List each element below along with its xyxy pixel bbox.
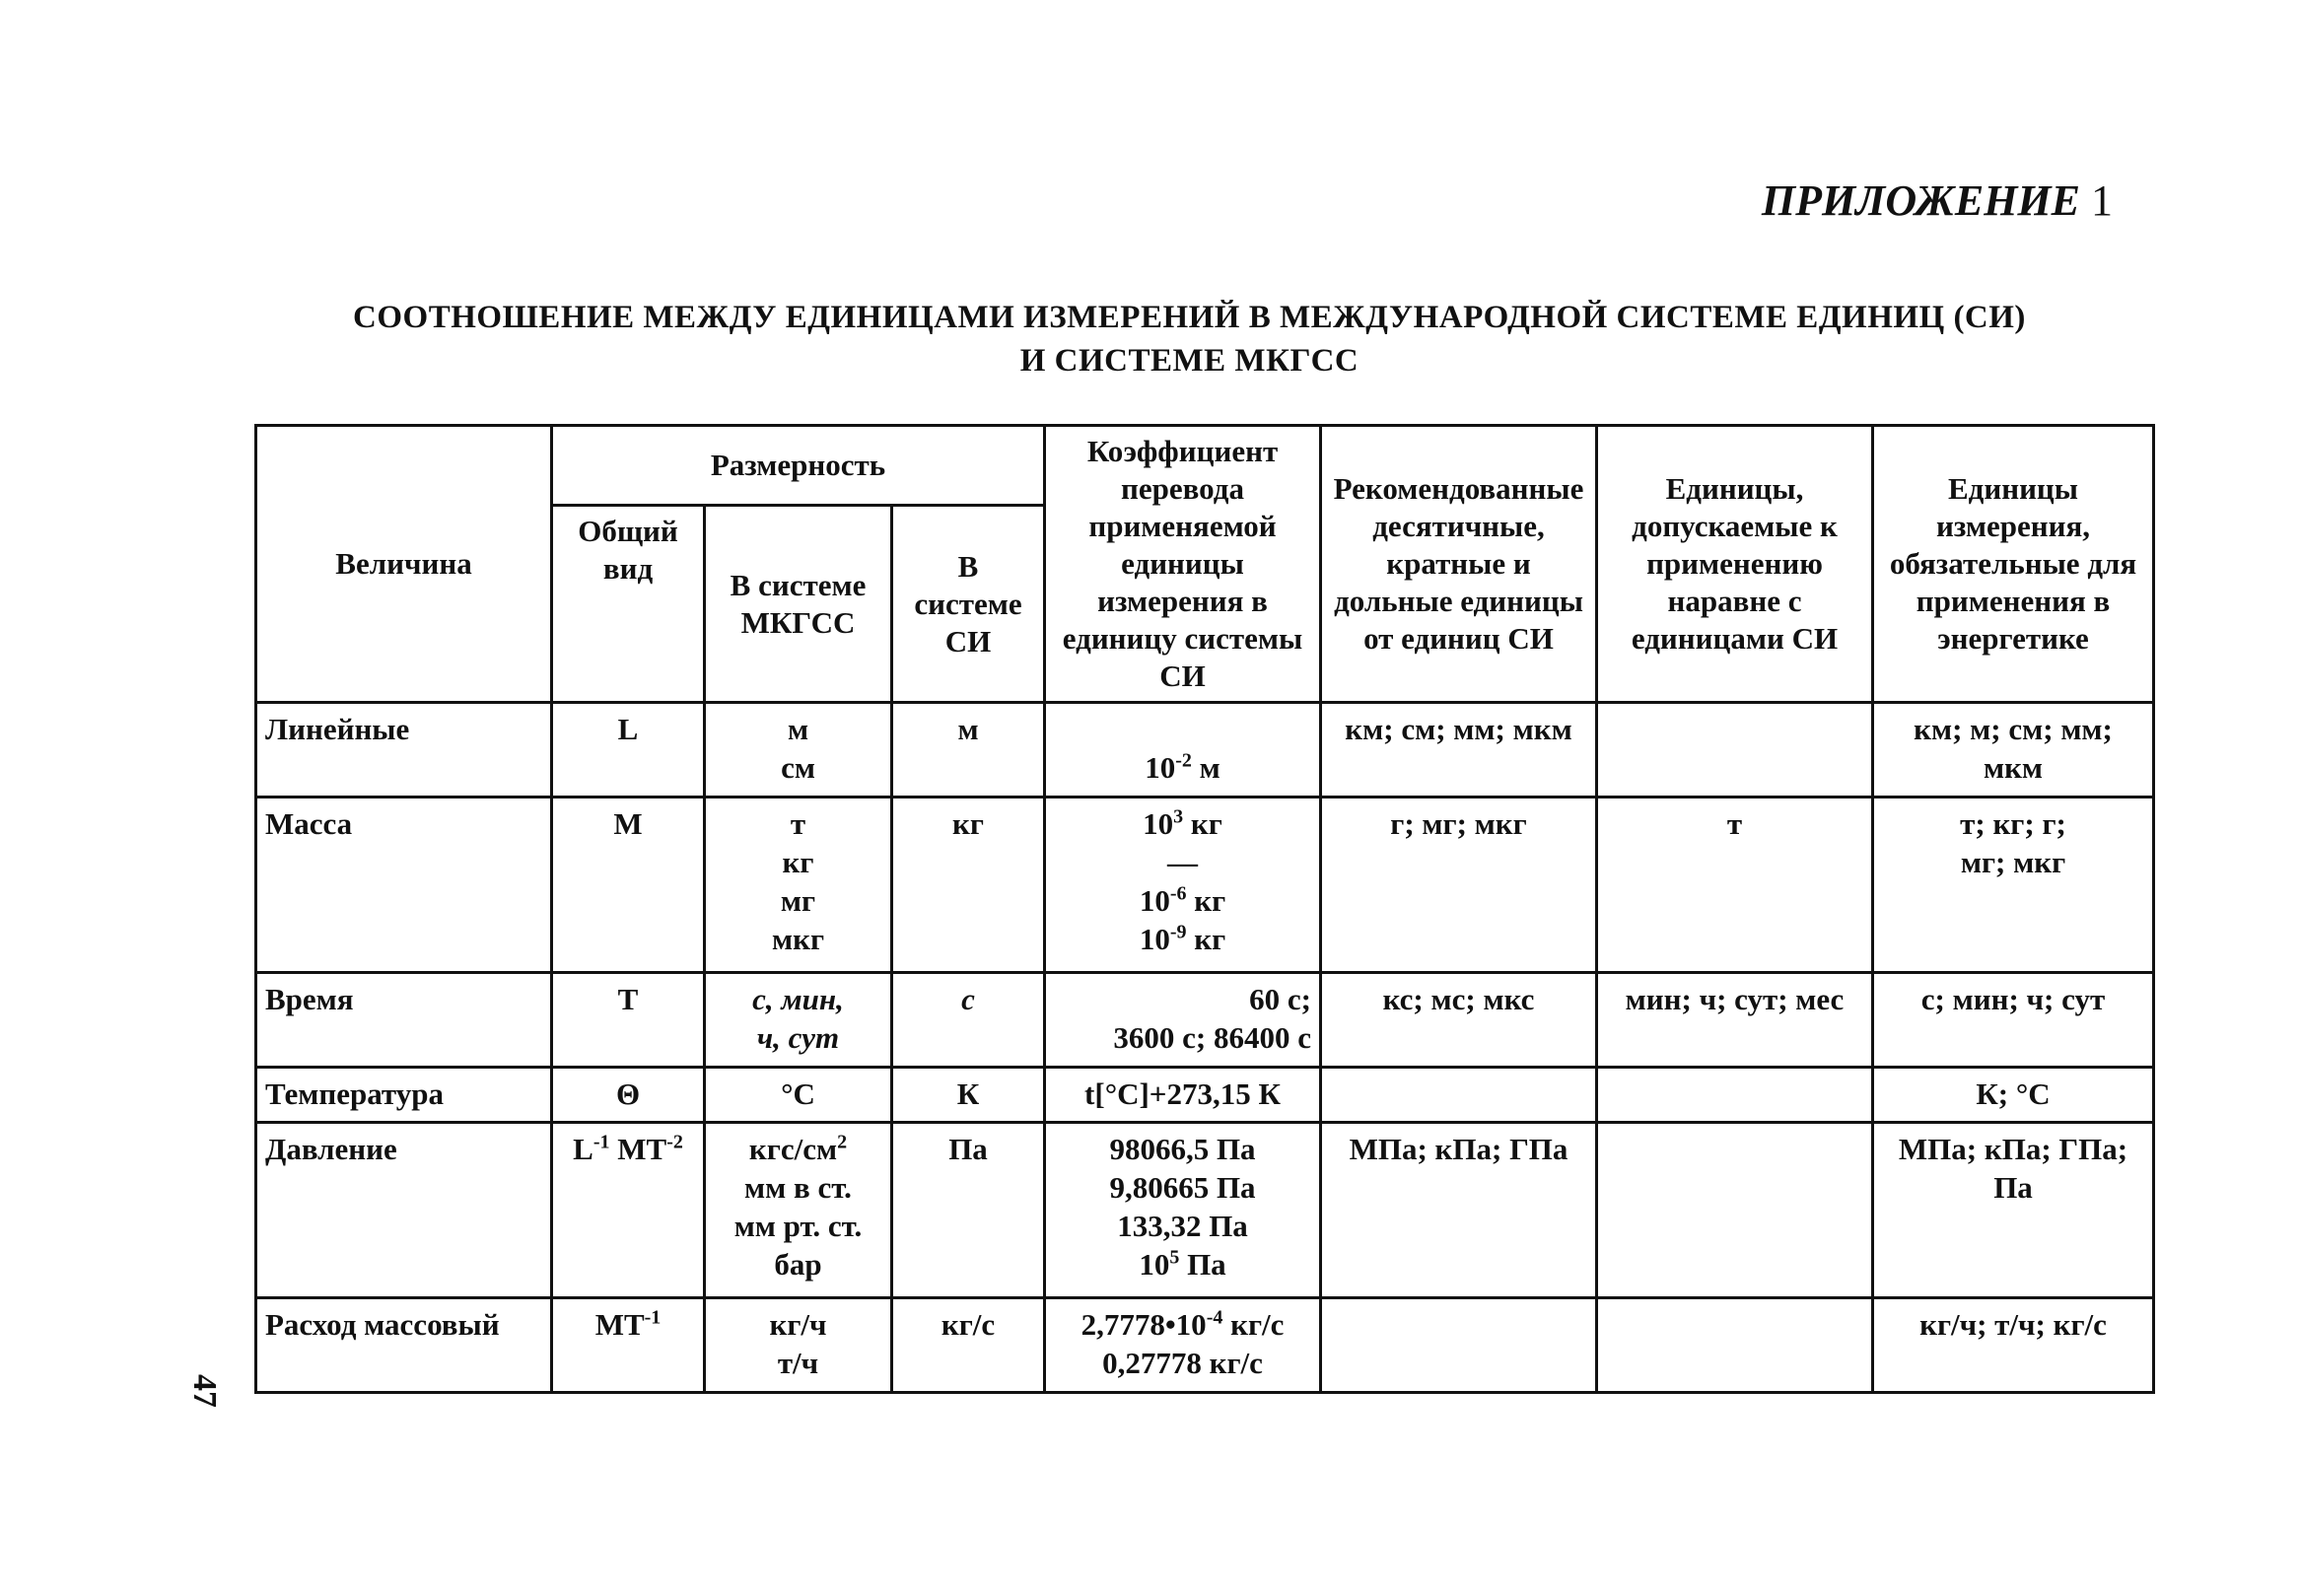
- coef-exp: -4: [1206, 1306, 1223, 1329]
- mkgss-unit: кгс/см: [748, 1132, 838, 1166]
- coef-dash: —: [1167, 845, 1198, 879]
- coef-exp: 5: [1169, 1246, 1180, 1269]
- general-b-exp: -2: [666, 1131, 683, 1153]
- header-mandatory: Единицы измерения, обязательные для применения в энергетике: [1873, 426, 2154, 703]
- cell-mandatory: К; °С: [1873, 1068, 2154, 1123]
- header-coefficient: Коэффициент перевода применяемой единицы измерения в единицу системы СИ: [1045, 426, 1321, 703]
- header-dimension: Размерность: [552, 426, 1045, 506]
- coef-base: 10: [1145, 750, 1176, 785]
- table-row: [256, 1123, 2154, 1298]
- cell-mkgss: [705, 1123, 892, 1298]
- cell-allowed: [1597, 1298, 1873, 1393]
- coef-lines: 98066,5 Па 9,80665 Па 133,32 Па: [1109, 1132, 1256, 1243]
- header-in-si: В системе СИ: [892, 506, 1045, 703]
- cell-quantity: Температура: [256, 1068, 552, 1123]
- cell-recommended: г; мг; мкг: [1321, 798, 1597, 973]
- mkgss-rest: мм в ст. мм рт. ст. бар: [733, 1170, 863, 1282]
- coef-unit: кг: [1186, 883, 1226, 918]
- cell-allowed: мин; ч; сут; мес: [1597, 973, 1873, 1068]
- cell-mkgss: м см: [705, 703, 892, 798]
- cell-coefficient: t[°С]+273,15 К: [1045, 1068, 1321, 1123]
- cell-mandatory: т; кг; г; мг; мкг: [1873, 798, 2154, 973]
- coef-base: 2,7778•10: [1080, 1307, 1207, 1342]
- header-general-form: Общий вид: [552, 506, 705, 703]
- general-a-exp: -1: [592, 1131, 610, 1153]
- cell-mandatory: МПа; кПа; ГПа; Па: [1873, 1123, 2154, 1298]
- cell-mandatory: км; м; см; мм; мкм: [1873, 703, 2154, 798]
- cell-general: [552, 1298, 705, 1393]
- table-row: [256, 973, 2154, 1068]
- cell-recommended: МПа; кПа; ГПа: [1321, 1123, 1597, 1298]
- page-number: 47: [186, 1374, 223, 1408]
- cell-recommended: кс; мс; мкс: [1321, 973, 1597, 1068]
- general-b: МТ: [609, 1132, 667, 1166]
- cell-recommended: [1321, 1068, 1597, 1123]
- table-row: [256, 798, 2154, 973]
- appendix-label: ПРИЛОЖЕНИЕ: [1761, 176, 2080, 225]
- cell-general: Т: [552, 973, 705, 1068]
- coef-unit: кг: [1186, 922, 1226, 956]
- cell-mandatory: с; мин; ч; сут: [1873, 973, 2154, 1068]
- coef-exp: 3: [1173, 805, 1184, 828]
- appendix-number: 1: [2091, 176, 2113, 225]
- cell-si: кг/с: [892, 1298, 1045, 1393]
- table-row: [256, 703, 2154, 798]
- title-line-2: И СИСТЕМЕ МКГСС: [1019, 343, 1359, 379]
- general-a: МТ: [594, 1307, 645, 1342]
- cell-si: м: [892, 703, 1045, 798]
- cell-quantity: Масса: [256, 798, 552, 973]
- cell-si: Па: [892, 1123, 1045, 1298]
- table-row: [256, 1068, 2154, 1123]
- cell-coefficient: [1045, 1298, 1321, 1393]
- general-a: L: [573, 1132, 593, 1166]
- cell-si: с: [892, 973, 1045, 1068]
- coef-base: 10: [1139, 922, 1170, 956]
- coef-exp: -6: [1169, 882, 1187, 905]
- coef-unit: кг/с: [1222, 1307, 1285, 1342]
- title-line-1: СООТНОШЕНИЕ МЕЖДУ ЕДИНИЦАМИ ИЗМЕРЕНИЙ В МЕЖДУНАРОДНОЙ СИСТЕМЕ ЕДИНИЦ (СИ): [353, 300, 2026, 335]
- general-a-exp: -1: [644, 1306, 662, 1329]
- cell-mkgss: °С: [705, 1068, 892, 1123]
- cell-coefficient: 60 с; 3600 с; 86400 с: [1045, 973, 1321, 1068]
- header-quantity: Величина: [256, 426, 552, 703]
- coef-base: 10: [1139, 883, 1170, 918]
- coef-unit: м: [1191, 750, 1220, 785]
- cell-mkgss: кг/ч т/ч: [705, 1298, 892, 1393]
- cell-mandatory: кг/ч; т/ч; кг/с: [1873, 1298, 2154, 1393]
- coef-base: 10: [1139, 1247, 1170, 1282]
- cell-quantity: Время: [256, 973, 552, 1068]
- cell-general: Θ: [552, 1068, 705, 1123]
- header-in-mkgss: В системе МКГСС: [705, 506, 892, 703]
- cell-mkgss: с, мин, ч, сут: [705, 973, 892, 1068]
- cell-coefficient: [1045, 703, 1321, 798]
- cell-recommended: [1321, 1298, 1597, 1393]
- cell-mkgss: т кг мг мкг: [705, 798, 892, 973]
- cell-coefficient: [1045, 1123, 1321, 1298]
- cell-general: L: [552, 703, 705, 798]
- mkgss-unit-exp: 2: [837, 1131, 848, 1153]
- coef-unit: кг: [1183, 806, 1222, 841]
- appendix-heading: [1762, 175, 2113, 226]
- cell-allowed: т: [1597, 798, 1873, 973]
- cell-coefficient: [1045, 798, 1321, 973]
- document-title: [0, 296, 2300, 382]
- cell-general: М: [552, 798, 705, 973]
- cell-quantity: Расход массовый: [256, 1298, 552, 1393]
- cell-quantity: Давление: [256, 1123, 552, 1298]
- cell-general: [552, 1123, 705, 1298]
- header-recommended: Рекомендованные десятичные, кратные и дольные единицы от единиц СИ: [1321, 426, 1597, 703]
- cell-allowed: [1597, 703, 1873, 798]
- cell-si: К: [892, 1068, 1045, 1123]
- coef-base: 10: [1143, 806, 1174, 841]
- cell-si: кг: [892, 798, 1045, 973]
- table-row: [256, 1298, 2154, 1393]
- coef-exp: -9: [1169, 921, 1187, 943]
- header-row-1: [256, 426, 2154, 506]
- cell-recommended: км; см; мм; мкм: [1321, 703, 1597, 798]
- coef-unit: Па: [1179, 1247, 1226, 1282]
- header-allowed: Единицы, допускаемые к применению наравне с единицами СИ: [1597, 426, 1873, 703]
- cell-allowed: [1597, 1068, 1873, 1123]
- cell-quantity: Линейные: [256, 703, 552, 798]
- cell-allowed: [1597, 1123, 1873, 1298]
- units-table: [254, 424, 2155, 1394]
- coef-line-2: 0,27778 кг/с: [1102, 1346, 1263, 1380]
- coef-exp: -2: [1175, 749, 1192, 772]
